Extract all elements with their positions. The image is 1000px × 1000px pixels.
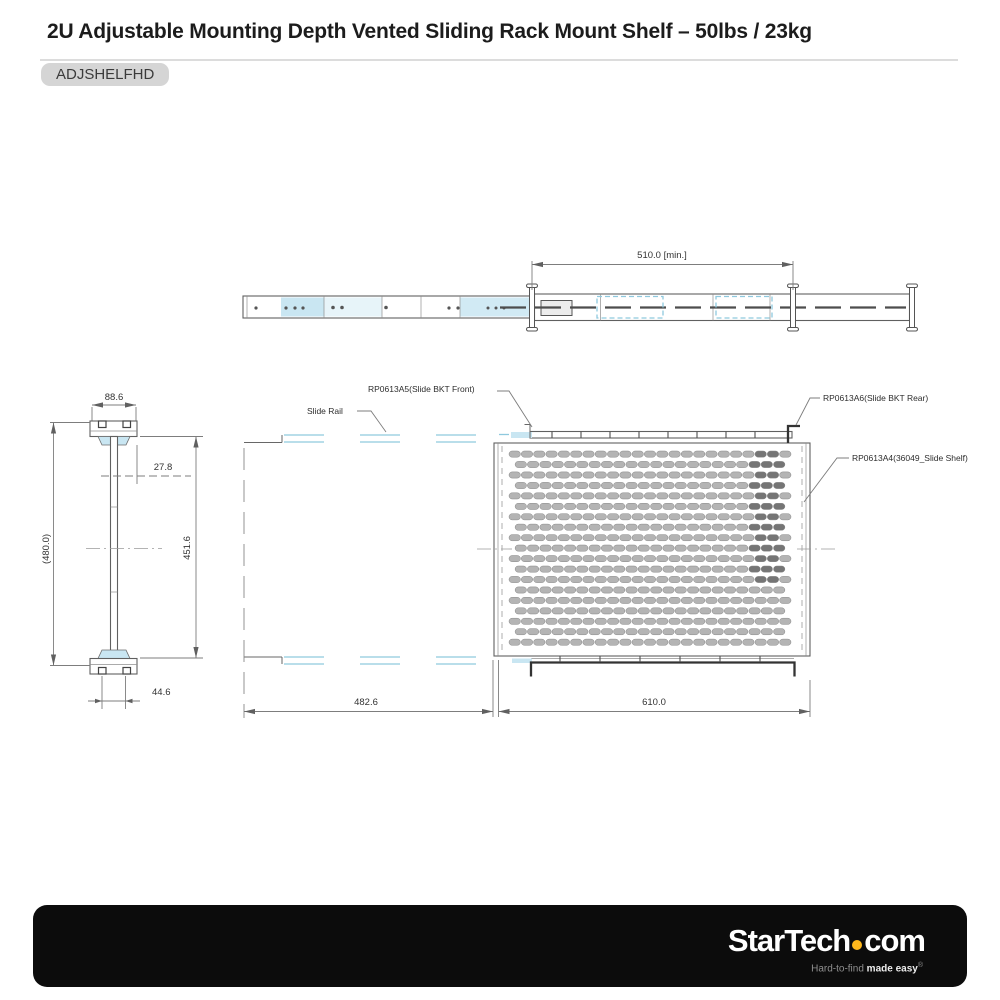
brand-name: StarTech bbox=[727, 923, 851, 958]
dim-480-text: (480.0) bbox=[41, 533, 52, 565]
dim-510-text: 510.0 [min.] bbox=[637, 250, 687, 261]
brand-tld: com bbox=[864, 923, 925, 958]
dim-451-text: 451.6 bbox=[182, 536, 193, 560]
page-title: 2U Adjustable Mounting Depth Vented Sliding Rack Mount Shelf – 50lbs / 23kg bbox=[47, 20, 812, 43]
dim-482-text: 482.6 bbox=[354, 697, 378, 708]
dim-27-text: 27.8 bbox=[153, 462, 173, 473]
sku-badge: ADJSHELFHD bbox=[41, 63, 169, 86]
rail-side-view bbox=[243, 250, 918, 331]
startech-logo bbox=[728, 923, 925, 959]
footer-bar bbox=[33, 905, 967, 987]
dim-610-text: 610.0 bbox=[642, 697, 666, 708]
brand-tagline: Hard-to-find made easy® bbox=[811, 962, 923, 975]
dim-510 bbox=[532, 250, 793, 290]
dim-88-text: 88.6 bbox=[104, 392, 124, 403]
brand-dot-icon bbox=[852, 940, 862, 950]
shelf-top-view bbox=[244, 384, 968, 718]
bracket-ticks-bottom bbox=[560, 656, 760, 662]
dim-44-text: 44.6 bbox=[152, 687, 171, 698]
label-slide-rail: Slide Rail bbox=[307, 406, 343, 416]
label-slide-shelf: RP0613A4(36049_Slide Shelf) bbox=[852, 453, 968, 463]
label-bkt-front: RP0613A5(Slide BKT Front) bbox=[368, 384, 475, 394]
shelf-end-view bbox=[41, 392, 203, 709]
label-bkt-rear: RP0613A6(Slide BKT Rear) bbox=[823, 393, 929, 403]
